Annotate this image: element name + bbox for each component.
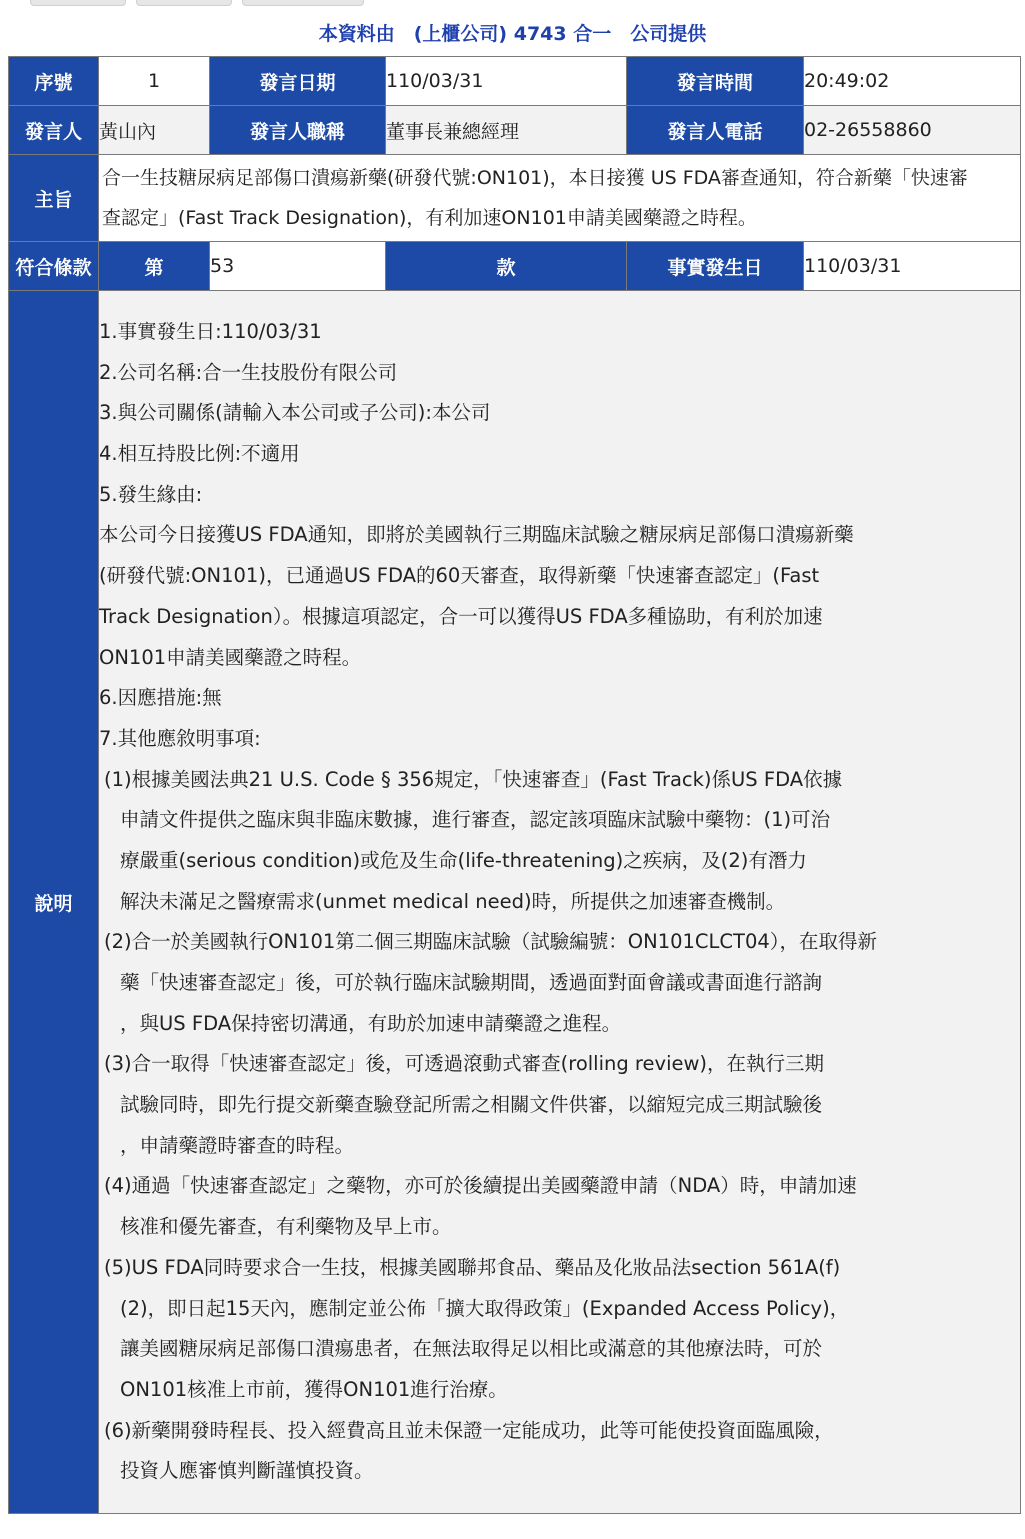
time-value: 20:49:02: [804, 57, 1021, 106]
description-line: (研發代號:ON101)，已通過US FDA的60天審查，取得新藥「快速審查認定」(Fast: [99, 564, 820, 588]
speaker-title-label: 發言人職稱: [210, 106, 386, 155]
table-row-date: [9, 57, 1021, 106]
description-line: 7.其他應敘明事項:: [99, 726, 261, 750]
top-tab-strip: [0, 0, 1025, 6]
description-line: (2)合一於美國執行ON101第二個三期臨床試驗（試驗編號：ON101CLCT04），在取得新: [104, 930, 878, 954]
table-row-clause: [9, 242, 1021, 291]
description-line: 藥「快速審查認定」後，可於執行臨床試驗期間，透過面對面會議或書面進行諮詢: [120, 971, 823, 995]
description-body: [99, 291, 1021, 1514]
description-line: ON101申請美國藥證之時程。: [99, 645, 362, 669]
description-lines: [99, 312, 1020, 1492]
speaker-label: 發言人: [9, 106, 99, 155]
date-value: 110/03/31: [386, 57, 627, 106]
description-line: 解決未滿足之醫療需求(unmet medical need)時，所提供之加速審查機制。: [120, 889, 786, 913]
top-tab-2[interactable]: [136, 0, 232, 6]
description-line: 投資人應審慎判斷謹慎投資。: [120, 1459, 374, 1483]
source-banner: 本資料由 (上櫃公司) 4743 合一 公司提供: [318, 23, 707, 45]
event-date-label: 事實發生日: [627, 242, 804, 291]
speaker-title-value: 董事長兼總經理: [386, 106, 627, 155]
table-row-description: [9, 291, 1021, 1514]
description-line: 2.公司名稱:合一生技股份有限公司: [99, 360, 398, 384]
subject-label: 主旨: [9, 155, 99, 242]
description-line: (1)根據美國法典21 U.S. Code § 356規定，「快速審查」(Fast Track)係US FDA依據: [104, 767, 843, 791]
description-line: 5.發生緣由:: [99, 482, 203, 506]
description-line: 讓美國糖尿病足部傷口潰瘍患者，在無法取得足以相比或滿意的其他療法時，可於: [120, 1337, 823, 1361]
description-line: ，與US FDA保持密切溝通，有助於加速申請藥證之進程。: [120, 1011, 622, 1035]
subject-line-2: 查認定」(Fast Track Designation)，有利加速ON101申請美國藥證之時程。: [102, 207, 757, 229]
description-line: (3)合一取得「快速審查認定」後，可透過滾動式審查(rolling review)，在執行三期: [104, 1052, 825, 1076]
description-line: 核准和優先審查，有利藥物及早上市。: [120, 1215, 452, 1239]
speaker-value: 黃山內: [99, 106, 210, 155]
speaker-phone-label: 發言人電話: [627, 106, 804, 155]
seq-label: 序號: [9, 57, 99, 106]
table-row-subject: [9, 155, 1021, 242]
subject-line-1: 合一生技糖尿病足部傷口潰瘍新藥(研發代號:ON101)，本日接獲 US FDA審查通知，符合新藥「快速審: [102, 167, 968, 189]
description-line: Track Designation）。根據這項認定，合一可以獲得US FDA多種協助，有利於加速: [99, 604, 823, 628]
description-line: (5)US FDA同時要求合一生技，根據美國聯邦食品、藥品及化妝品法section 561A(f): [104, 1255, 841, 1279]
description-line: 療嚴重(serious condition)或危及生命(life-threatening)之疾病，及(2)有潛力: [120, 848, 807, 872]
clause-di: 第: [99, 242, 210, 291]
table-row-speaker: [9, 106, 1021, 155]
description-line: (6)新藥開發時程長、投入經費高且並未保證一定能成功，此等可能使投資面臨風險，: [104, 1418, 834, 1442]
description-line: (4)通過「快速審查認定」之藥物，亦可於後續提出美國藥證申請（NDA）時，申請加速: [104, 1174, 857, 1198]
time-label: 發言時間: [627, 57, 804, 106]
clause-label: 符合條款: [9, 242, 99, 291]
description-line: 6.因應措施:無: [99, 686, 222, 710]
seq-value: 1: [99, 57, 210, 106]
top-tab-1[interactable]: [30, 0, 126, 6]
description-line: 試驗同時，即先行提交新藥查驗登記所需之相關文件供審，以縮短完成三期試驗後: [120, 1093, 823, 1117]
announcement-table: [8, 56, 1021, 1514]
description-label: 說明: [9, 291, 99, 1514]
description-line: 3.與公司關係(請輸入本公司或子公司):本公司: [99, 401, 491, 425]
description-line: 1.事實發生日:110/03/31: [99, 320, 322, 344]
top-tab-3[interactable]: [242, 0, 364, 6]
speaker-phone-value: 02-26558860: [804, 106, 1021, 155]
subject-value: [99, 155, 1021, 242]
description-line: 申請文件提供之臨床與非臨床數據，進行審查，認定該項臨床試驗中藥物：(1)可治: [120, 808, 831, 832]
clause-number: 53: [210, 242, 386, 291]
clause-kuan: 款: [386, 242, 627, 291]
event-date-value: 110/03/31: [804, 242, 1021, 291]
description-line: 4.相互持股比例:不適用: [99, 442, 300, 466]
description-line: 本公司今日接獲US FDA通知，即將於美國執行三期臨床試驗之糖尿病足部傷口潰瘍新藥: [99, 523, 854, 547]
description-line: ，申請藥證時審查的時程。: [120, 1133, 355, 1157]
date-label: 發言日期: [210, 57, 386, 106]
description-line: (2)，即日起15天內，應制定並公佈「擴大取得政策」(Expanded Access Policy)，: [120, 1296, 850, 1320]
description-line: ON101核准上市前，獲得ON101進行治療。: [120, 1377, 508, 1401]
